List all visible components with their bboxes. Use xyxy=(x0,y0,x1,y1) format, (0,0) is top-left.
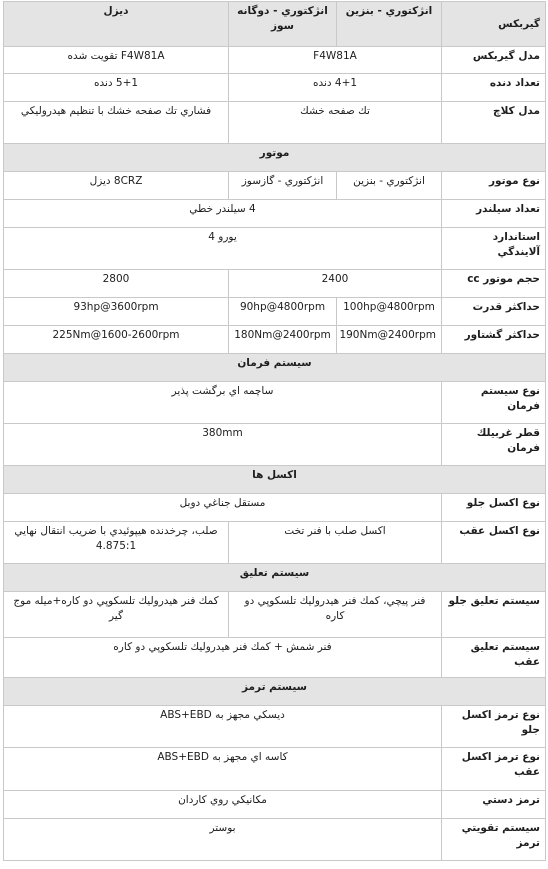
max-torque-petrol: 190Nm@2400rpm xyxy=(337,326,442,354)
table-row xyxy=(4,819,546,861)
engine-type-diesel: 8CRZ ديزل xyxy=(4,172,229,200)
table-row xyxy=(4,172,546,200)
front-axle-value: مستقل جناغي دوبل xyxy=(4,494,442,522)
rear-axle-petrol: اكسل صلب با فنر تخت xyxy=(229,522,442,564)
section-axles: اكسل ها xyxy=(4,466,546,494)
engine-type-petrol: انژكتوري - بنزين xyxy=(337,172,442,200)
front-suspension-petrol: فنر پيچي، كمك فنر هيدروليك تلسكوپي دو كاره xyxy=(229,592,442,638)
row-label-front-suspension: سيستم تعليق جلو xyxy=(442,592,546,638)
table-row xyxy=(4,706,546,748)
row-label-emission-standard: استاندارد آلايندگي xyxy=(442,228,546,270)
table-row xyxy=(4,102,546,144)
steering-wheel-diameter-value: 380mm xyxy=(4,424,442,466)
table-row xyxy=(4,748,546,791)
header-label: گيربكس xyxy=(442,2,546,47)
table-row xyxy=(4,791,546,819)
row-label-steering-type: نوع سيستم فرمان xyxy=(442,382,546,424)
row-label-engine-type: نوع موتور xyxy=(442,172,546,200)
row-label-gear-count: تعداد دنده xyxy=(442,74,546,102)
section-engine: موتور xyxy=(4,144,546,172)
cylinders-value: 4 سيلندر خطي xyxy=(4,200,442,228)
table-row xyxy=(4,47,546,74)
max-power-petrol: 100hp@4800rpm xyxy=(337,298,442,326)
max-power-gas: 90hp@4800rpm xyxy=(229,298,337,326)
row-label-brake-booster: سيستم تقويتي ترمز xyxy=(442,819,546,861)
table-row xyxy=(4,74,546,102)
section-suspension: سيستم تعليق xyxy=(4,564,546,592)
clutch-diesel: فشاري تك صفحه خشك با تنظيم هيدروليكي xyxy=(4,102,229,144)
row-label-steering-wheel-diameter: قطر غربيلك فرمان xyxy=(442,424,546,466)
section-brakes: سيستم ترمز xyxy=(4,678,546,706)
emission-standard-value: يورو 4 xyxy=(4,228,442,270)
brake-booster-value: بوستر xyxy=(4,819,442,861)
max-torque-diesel: 225Nm@1600-2600rpm xyxy=(4,326,229,354)
row-label-hand-brake: ترمز دستي xyxy=(442,791,546,819)
header-col-petrol: انژكتوري - بنزين xyxy=(337,2,442,47)
table-row xyxy=(4,298,546,326)
row-label-engine-cc: حجم موتور cc xyxy=(442,270,546,298)
hand-brake-value: مكانيكي روي كاردان xyxy=(4,791,442,819)
front-suspension-diesel: كمك فنر هيدروليك تلسكوپي دو كاره+ميله موج گير xyxy=(4,592,229,638)
row-label-clutch: مدل كلاچ xyxy=(442,102,546,144)
spec-table xyxy=(3,1,546,861)
gear-count-diesel: 5+1 دنده xyxy=(4,74,229,102)
header-row xyxy=(4,2,546,47)
row-label-rear-axle: نوع اكسل عقب xyxy=(442,522,546,564)
row-label-front-brake: نوع ترمز اكسل جلو xyxy=(442,706,546,748)
rear-suspension-value: فنر شمش + كمك فنر هيدروليك تلسكوپي دو كاره xyxy=(4,638,442,678)
section-row xyxy=(4,564,546,592)
table-row xyxy=(4,200,546,228)
engine-cc-diesel: 2800 xyxy=(4,270,229,298)
header-col-diesel: ديزل xyxy=(4,2,229,47)
max-power-diesel: 93hp@3600rpm xyxy=(4,298,229,326)
table-row xyxy=(4,382,546,424)
section-row xyxy=(4,466,546,494)
section-steering: سيستم فرمان xyxy=(4,354,546,382)
row-label-front-axle: نوع اكسل جلو xyxy=(442,494,546,522)
steering-type-value: ساچمه اي برگشت پذير xyxy=(4,382,442,424)
section-row xyxy=(4,354,546,382)
table-row xyxy=(4,228,546,270)
section-row xyxy=(4,144,546,172)
gearbox-model-petrol: F4W81A xyxy=(229,47,442,74)
table-row xyxy=(4,638,546,678)
row-label-max-torque: حداكثر گشتاور xyxy=(442,326,546,354)
row-label-gearbox-model: مدل گيربكس xyxy=(442,47,546,74)
table-row xyxy=(4,424,546,466)
row-label-cylinders: تعداد سيلندر xyxy=(442,200,546,228)
gearbox-model-diesel: F4W81A تقويت شده xyxy=(4,47,229,74)
engine-cc-petrol: 2400 xyxy=(229,270,442,298)
front-brake-value: ديسكي مجهز به ABS+EBD xyxy=(4,706,442,748)
clutch-petrol: تك صفحه خشك xyxy=(229,102,442,144)
engine-type-gas: انژكتوري - گازسوز xyxy=(229,172,337,200)
row-label-rear-brake: نوع ترمز اكسل عقب xyxy=(442,748,546,791)
table-row xyxy=(4,522,546,564)
row-label-rear-suspension: سيستم تعليق عقب xyxy=(442,638,546,678)
header-col-dualfuel: انژكتوري - دوگانه سوز xyxy=(229,2,337,47)
rear-axle-diesel: صلب، چرخدنده هيپوئيدي با ضريب انتقال نهايي 4.875:1 xyxy=(4,522,229,564)
max-torque-gas: 180Nm@2400rpm xyxy=(229,326,337,354)
section-row xyxy=(4,678,546,706)
table-row xyxy=(4,494,546,522)
gear-count-petrol: 4+1 دنده xyxy=(229,74,442,102)
row-label-max-power: حداكثر قدرت xyxy=(442,298,546,326)
table-row xyxy=(4,326,546,354)
table-row xyxy=(4,592,546,638)
table-row xyxy=(4,270,546,298)
rear-brake-value: كاسه اي مجهز به ABS+EBD xyxy=(4,748,442,791)
